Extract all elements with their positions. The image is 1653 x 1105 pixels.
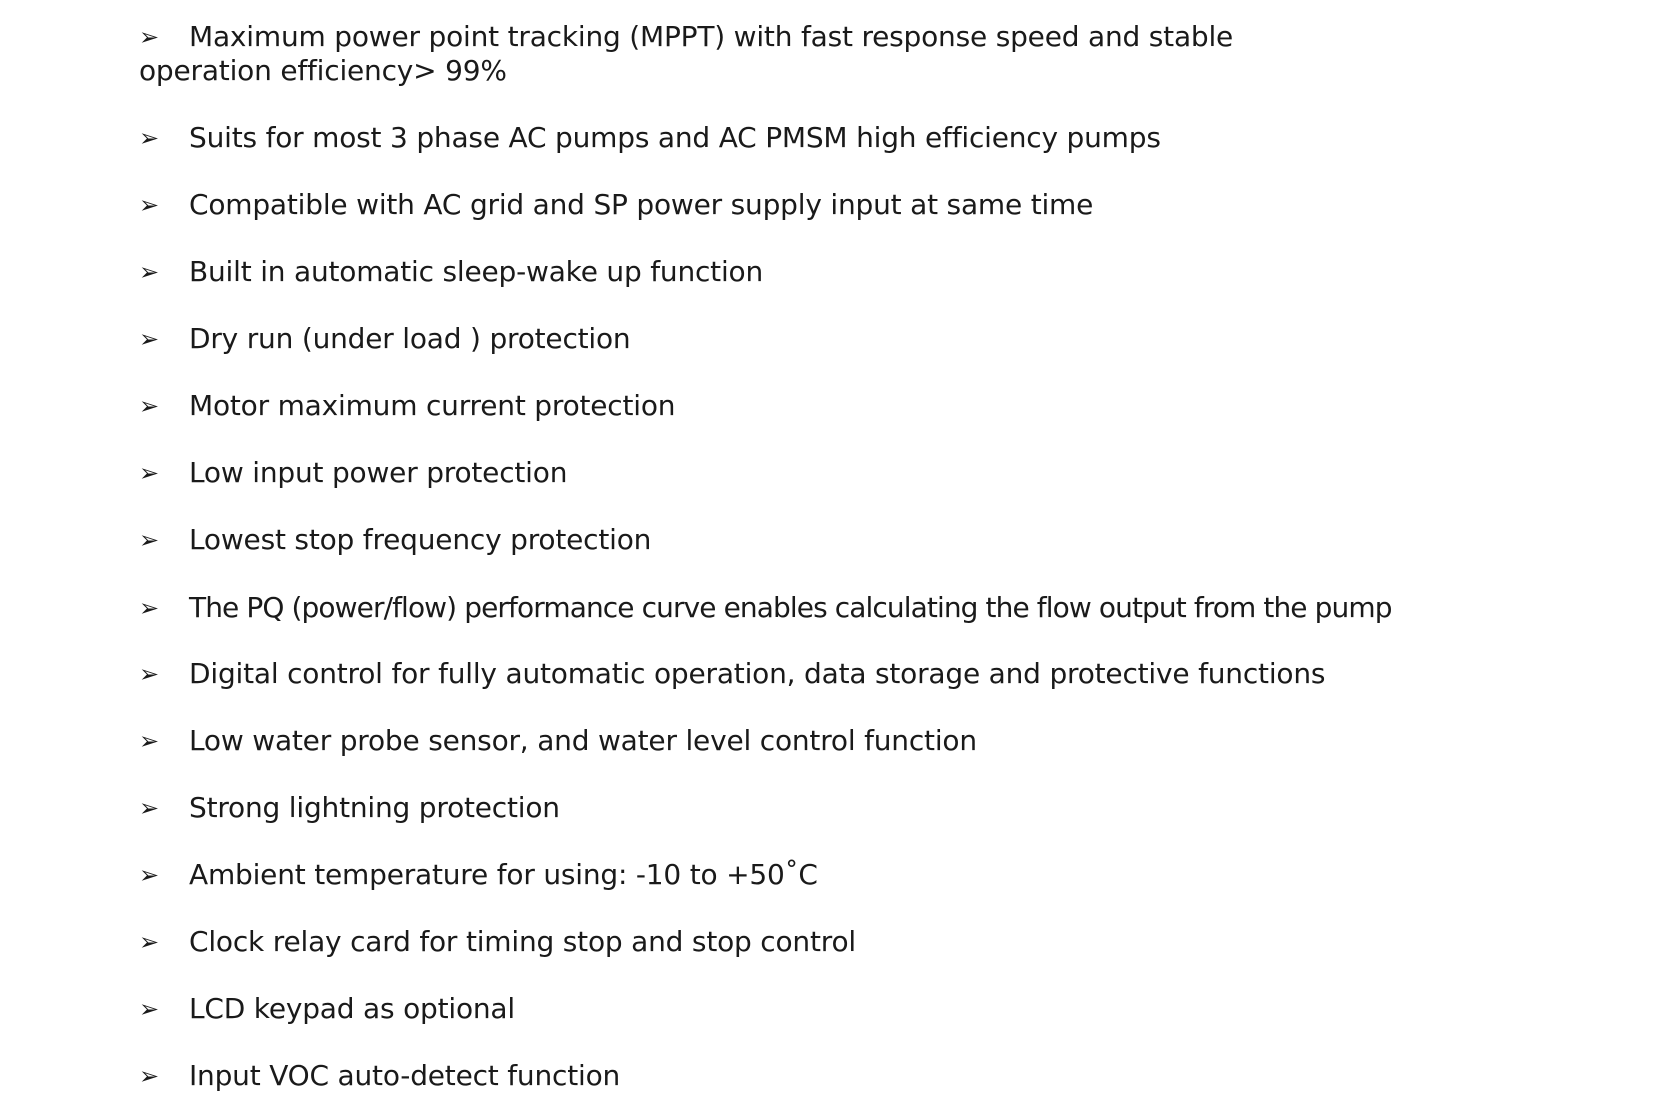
list-item: [139, 20, 1349, 87]
list-item-text: Lowest stop frequency protection: [189, 523, 652, 556]
list-item-text: Low input power protection: [189, 456, 568, 489]
list-item: [139, 322, 1559, 356]
list-item: [139, 992, 1559, 1026]
arrow-bullet-icon: ➢: [139, 861, 159, 889]
arrow-bullet-icon: ➢: [139, 23, 159, 51]
arrow-bullet-icon: ➢: [139, 727, 159, 755]
list-item-text: Dry run (under load ) protection: [189, 322, 631, 355]
arrow-bullet-icon: ➢: [139, 325, 159, 353]
list-item-text: Low water probe sensor, and water level control function: [189, 724, 977, 757]
list-item: [139, 121, 1559, 155]
arrow-bullet-icon: ➢: [139, 526, 159, 554]
list-item: [139, 657, 1559, 691]
arrow-bullet-icon: ➢: [139, 124, 159, 152]
list-item: [139, 255, 1559, 289]
arrow-bullet-icon: ➢: [139, 392, 159, 420]
list-item: [139, 389, 1559, 423]
arrow-bullet-icon: ➢: [139, 794, 159, 822]
list-item-text: Compatible with AC grid and SP power supply input at same time: [189, 188, 1094, 221]
list-item-text: LCD keypad as optional: [189, 992, 515, 1025]
list-item: [139, 1059, 1559, 1093]
list-item: [139, 188, 1559, 222]
list-item-text: Digital control for fully automatic operation, data storage and protective functions: [189, 657, 1326, 690]
list-item-text: Motor maximum current protection: [189, 389, 676, 422]
list-item: [139, 858, 1559, 892]
arrow-bullet-icon: ➢: [139, 1062, 159, 1090]
list-item-text: Clock relay card for timing stop and stop control: [189, 925, 856, 958]
list-item-text: Strong lightning protection: [189, 791, 560, 824]
list-item-text: Suits for most 3 phase AC pumps and AC PMSM high efficiency pumps: [189, 121, 1161, 154]
list-item: [139, 456, 1559, 490]
list-item-text: Built in automatic sleep-wake up function: [189, 255, 764, 288]
list-item: [139, 791, 1559, 825]
list-item-text: The PQ (power/flow) performance curve enables calculating the flow output from the pump: [189, 591, 1392, 624]
arrow-bullet-icon: ➢: [139, 258, 159, 286]
arrow-bullet-icon: ➢: [139, 660, 159, 688]
list-item: [139, 724, 1559, 758]
arrow-bullet-icon: ➢: [139, 459, 159, 487]
list-item: [139, 591, 1559, 625]
arrow-bullet-icon: ➢: [139, 995, 159, 1023]
list-item-text: Ambient temperature for using: -10 to +50˚C: [189, 858, 818, 891]
arrow-bullet-icon: ➢: [139, 594, 159, 622]
list-item: [139, 523, 1559, 557]
arrow-bullet-icon: ➢: [139, 191, 159, 219]
list-item: [139, 925, 1559, 959]
list-item-text: Maximum power point tracking (MPPT) with fast response speed and stable operation efficiency> 99%: [139, 20, 1234, 87]
list-item-text: Input VOC auto-detect function: [189, 1059, 621, 1092]
arrow-bullet-icon: ➢: [139, 928, 159, 956]
